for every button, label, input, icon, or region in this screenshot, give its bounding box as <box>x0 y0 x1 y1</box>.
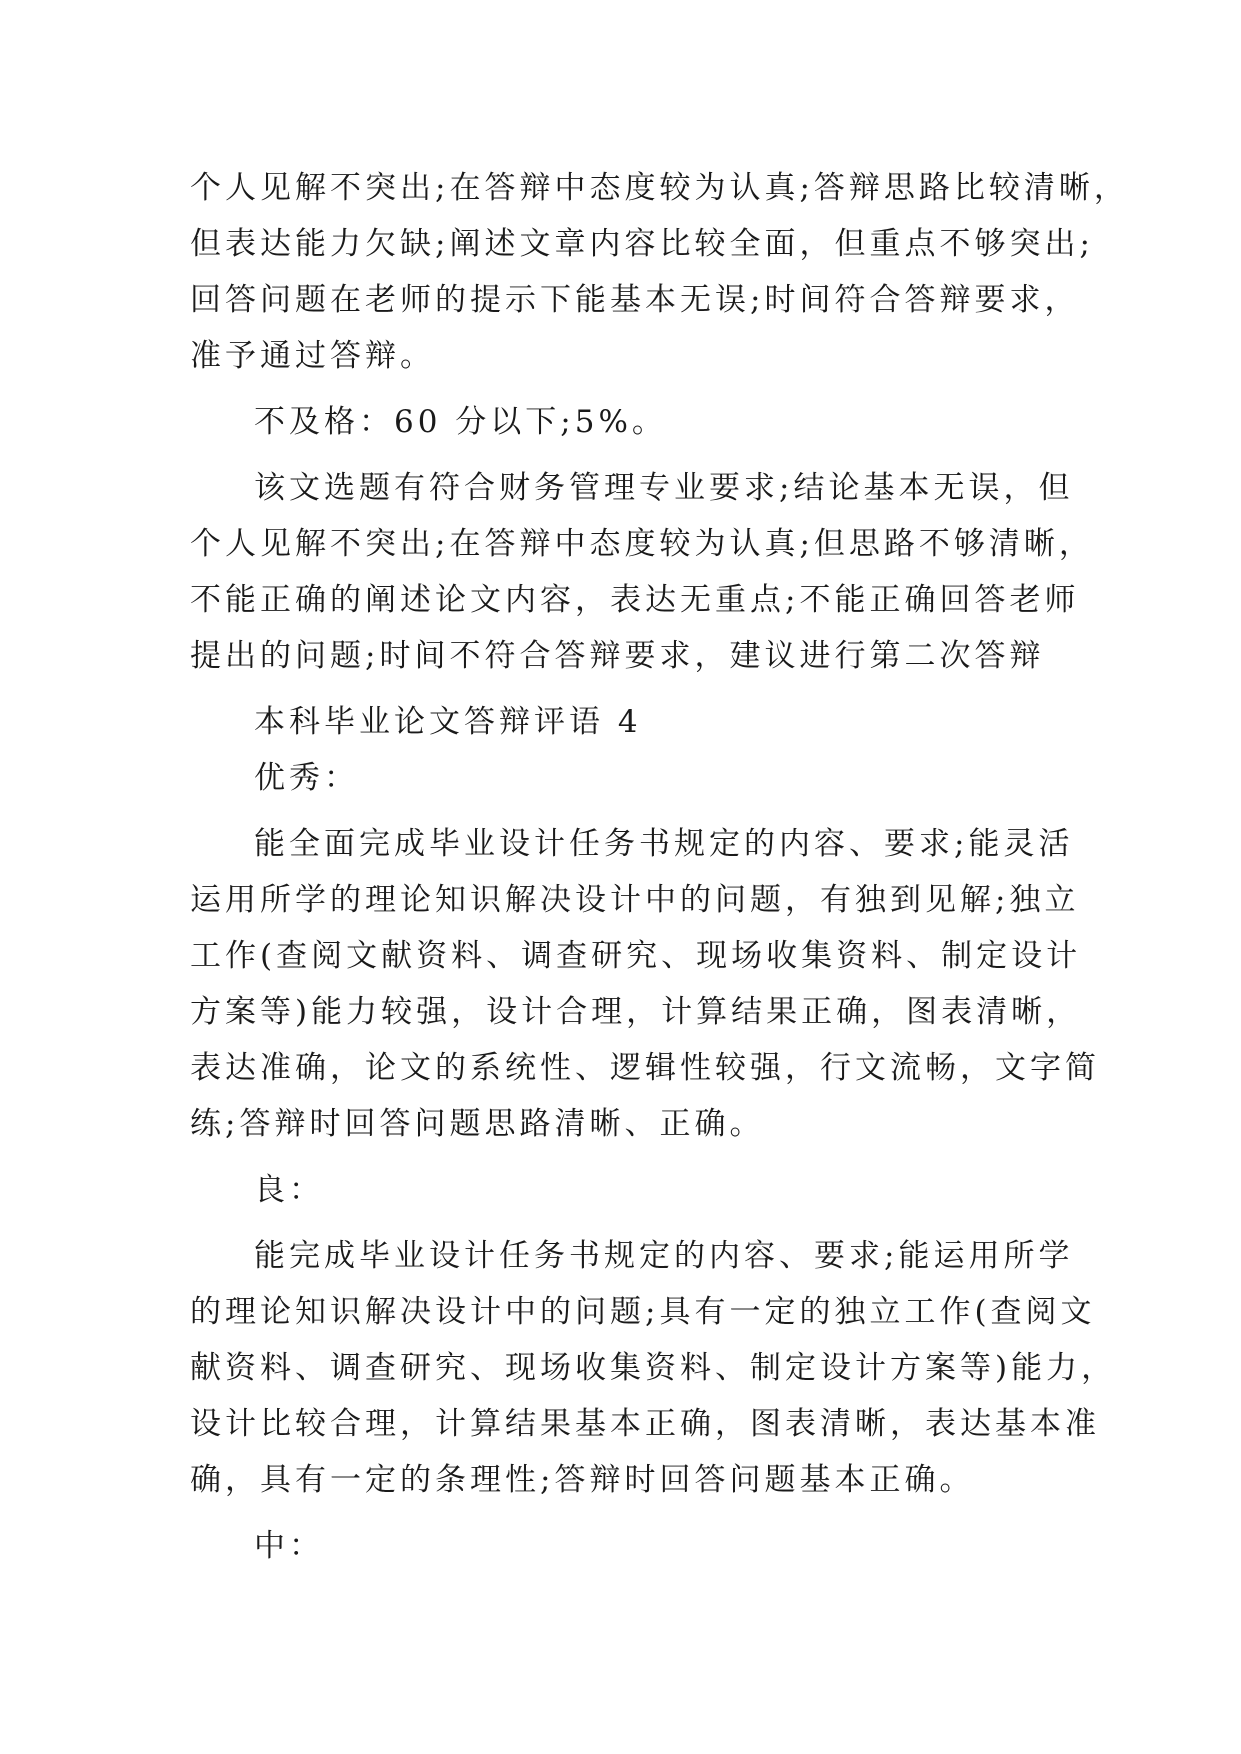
text-line: 练;答辩时回答问题思路清晰、正确。 <box>190 1106 765 1142</box>
text-line: 不能正确的阐述论文内容，表达无重点;不能正确回答老师 <box>190 582 1080 618</box>
text-line: 献资料、调查研究、现场收集资料、制定设计方案等)能力， <box>190 1350 1117 1386</box>
text-line: 回答问题在老师的提示下能基本无误;时间符合答辩要求， <box>190 282 1080 318</box>
text-line: 设计比较合理，计算结果基本正确，图表清晰，表达基本准 <box>190 1406 1100 1442</box>
grade-medium-heading: 中： <box>254 1528 324 1564</box>
text-line: 个人见解不突出;在答辩中态度较为认真;但思路不够清晰， <box>190 526 1094 562</box>
document-body <box>190 160 1129 1574</box>
text-line: 能完成毕业设计任务书规定的内容、要求;能运用所学 <box>254 1238 1074 1274</box>
text-line: 个人见解不突出;在答辩中态度较为认真;答辩思路比较清晰， <box>190 170 1129 206</box>
text-line: 但表达能力欠缺;阐述文章内容比较全面，但重点不够突出; <box>190 226 1094 262</box>
text-line: 表达准确，论文的系统性、逻辑性较强，行文流畅，文字简 <box>190 1050 1100 1086</box>
text-line: 运用所学的理论知识解决设计中的问题，有独到见解;独立 <box>190 882 1080 918</box>
text-line: 能全面完成毕业设计任务书规定的内容、要求;能灵活 <box>254 826 1074 862</box>
text-line: 的理论知识解决设计中的问题;具有一定的独立工作(查阅文 <box>190 1294 1096 1330</box>
grade-fail-heading: 不及格：60 分以下;5%。 <box>254 404 667 440</box>
text-line: 方案等)能力较强，设计合理，计算结果正确，图表清晰， <box>190 994 1082 1030</box>
text-line: 提出的问题;时间不符合答辩要求，建议进行第二次答辩 <box>190 638 1045 674</box>
text-line: 工作(查阅文献资料、调查研究、现场收集资料、制定设计 <box>190 938 1082 974</box>
grade-good-heading: 良： <box>254 1172 324 1208</box>
text-line: 确，具有一定的条理性;答辩时回答问题基本正确。 <box>190 1462 975 1498</box>
grade-excellent-heading: 优秀： <box>254 760 359 796</box>
text-line: 准予通过答辩。 <box>190 338 435 374</box>
section-title: 本科毕业论文答辩评语 4 <box>254 704 642 740</box>
text-line: 该文选题有符合财务管理专业要求;结论基本无误，但 <box>254 470 1074 506</box>
